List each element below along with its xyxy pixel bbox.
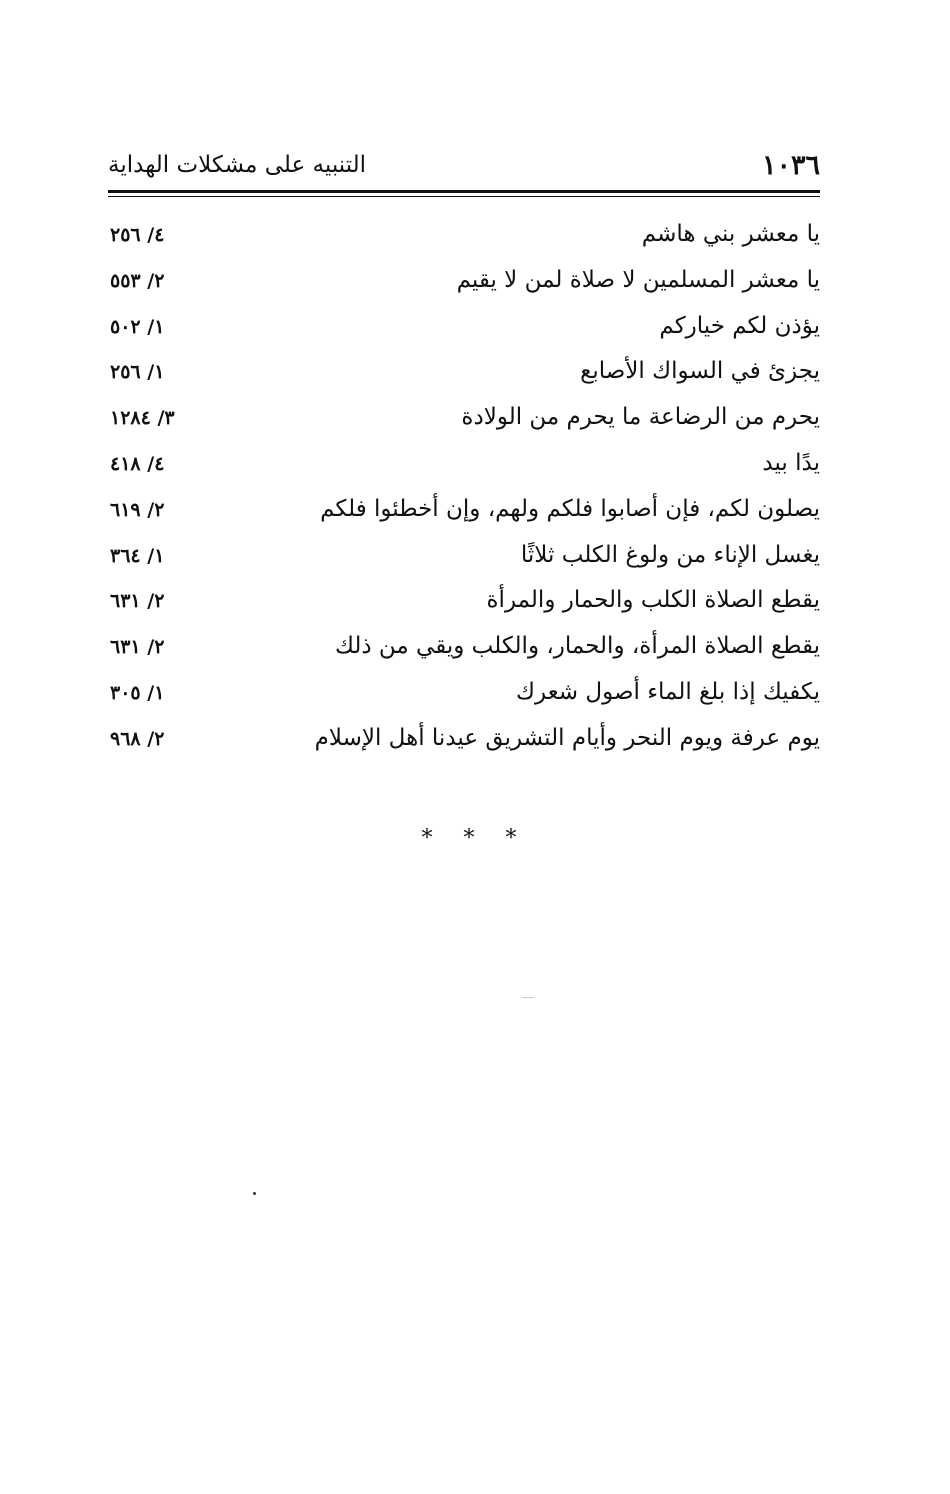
entry-reference: ٤/ ٢٥٦ — [110, 224, 165, 246]
entry-text: يوم عرفة ويوم النحر وأيام التشريق عيدنا أهل الإسلام — [314, 724, 820, 751]
entry-reference: ٢/ ٩٦٨ — [110, 727, 165, 750]
book-title: التنبيه على مشكلات الهداية — [108, 152, 367, 178]
entry-text: يغسل الإناء من ولوغ الكلب ثلاثًا — [520, 541, 820, 568]
header-rule-thick — [108, 190, 820, 193]
index-entry — [108, 581, 820, 627]
index-entry — [108, 627, 820, 673]
entry-text: يكفيك إذا بلغ الماء أصول شعرك — [516, 678, 820, 705]
entry-reference: ٢/ ٦١٩ — [110, 498, 165, 521]
hadith-index-list — [108, 215, 820, 765]
header-rule-thin — [108, 196, 820, 197]
index-entry — [108, 490, 820, 536]
index-entry — [108, 444, 820, 490]
index-entry — [108, 307, 820, 353]
entry-reference: ٤/ ٤١٨ — [110, 452, 165, 475]
entry-text: يقطع الصلاة الكلب والحمار والمرأة — [486, 587, 820, 614]
entry-reference: ٢/ ٥٥٣ — [110, 269, 165, 292]
entry-text: يقطع الصلاة المرأة، والحمار، والكلب ويقي من ذلك — [334, 633, 820, 660]
index-entry — [108, 719, 820, 765]
entry-reference: ١/ ٥٠٢ — [110, 315, 165, 338]
section-separator: * * * — [421, 826, 529, 851]
index-entry — [108, 536, 820, 582]
entry-reference: ٢/ ٦٣١ — [110, 636, 165, 659]
index-entry — [108, 261, 820, 307]
page-number: ١٠٣٦ — [761, 150, 820, 181]
entry-text: يا معشر المسلمين لا صلاة لمن لا يقيم — [456, 266, 820, 293]
entry-reference: ١/ ٣٦٤ — [110, 544, 165, 567]
scan-mark — [522, 997, 534, 998]
entry-text: يؤذن لكم خياركم — [659, 312, 820, 339]
page-header — [108, 150, 820, 184]
entry-text: يصلون لكم، فإن أصابوا فلكم ولهم، وإن أخطئوا فلكم — [320, 495, 820, 522]
entry-text: يجزئ في السواك الأصابع — [580, 358, 820, 385]
entry-reference: ٢/ ٦٣١ — [110, 590, 165, 613]
index-entry — [108, 673, 820, 719]
index-entry — [108, 352, 820, 398]
entry-reference: ١/ ٢٥٦ — [110, 361, 165, 384]
entry-reference: ١/ ٣٠٥ — [110, 681, 165, 704]
index-entry — [108, 215, 820, 261]
scan-dot — [253, 1192, 256, 1195]
entry-text: يحرم من الرضاعة ما يحرم من الولادة — [461, 404, 820, 431]
entry-reference: ٣/ ١٢٨٤ — [110, 407, 175, 430]
entry-text: يدًا بيد — [762, 449, 820, 476]
entry-text: يا معشر بني هاشم — [641, 221, 820, 247]
index-entry — [108, 398, 820, 444]
